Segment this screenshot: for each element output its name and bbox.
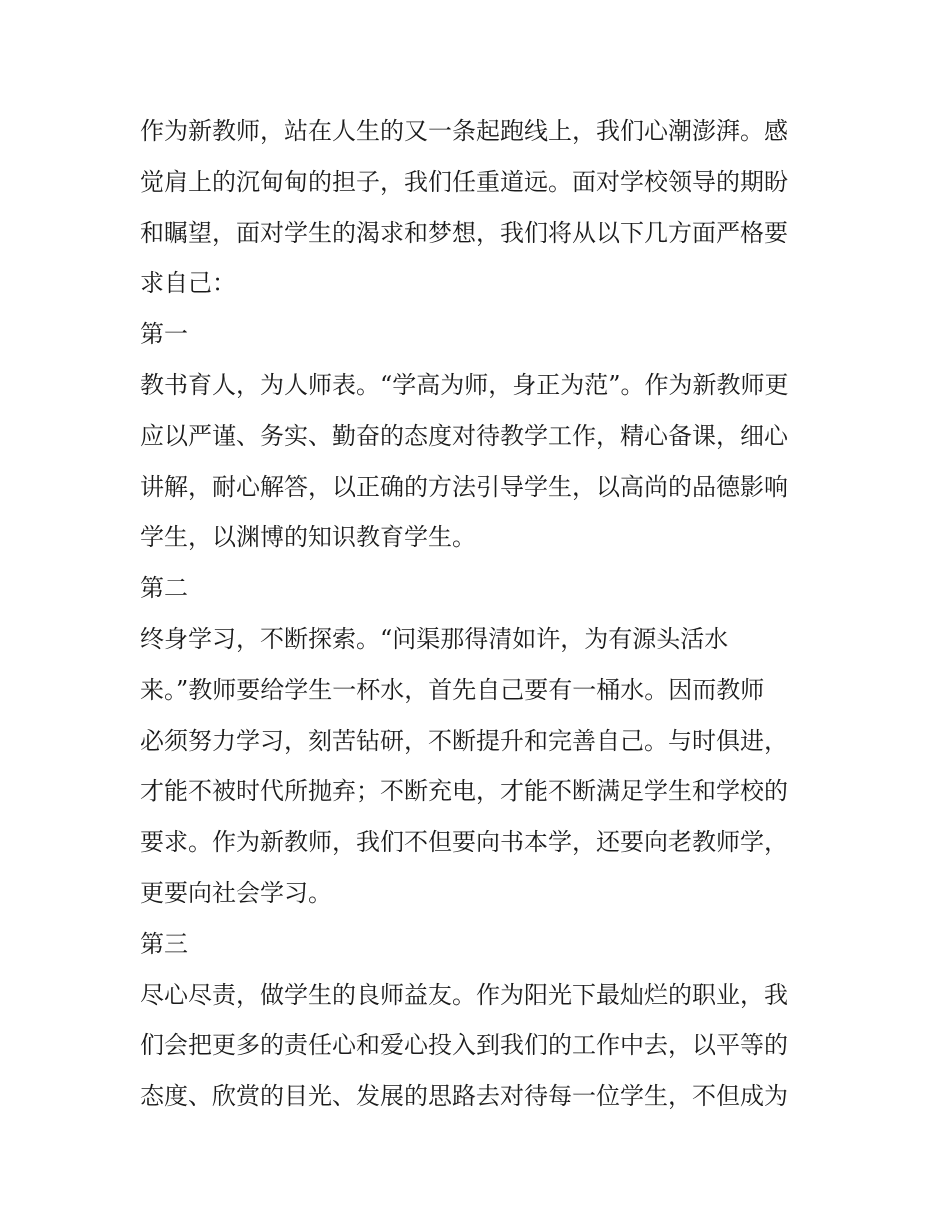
text-line: 应以严谨、务实、勤奋的态度对待教学工作，精心备课，细心 (140, 421, 788, 450)
text-line: 求自己： (140, 269, 236, 298)
text-line: 作为新教师，站在人生的又一条起跑线上，我们心潮澎湃。感 (140, 117, 788, 145)
text-line: 态度、欣赏的目光、发展的思路去对待每一位学生，不但成为 (140, 1082, 788, 1111)
section-heading-2: 第二 (140, 574, 188, 603)
text-line: 觉肩上的沉甸甸的担子，我们任重道远。面对学校领导的期盼 (140, 167, 788, 196)
section-heading-3: 第三 (140, 929, 188, 958)
document-body (140, 106, 830, 1122)
text-line: 必须努力学习，刻苦钻研，不断提升和完善自己。与时俱进， (140, 726, 788, 755)
text-line: 教书育人，为人师表。“学高为师，身正为范”。作为新教师更 (140, 370, 789, 399)
text-line: 学生，以渊博的知识教育学生。 (140, 523, 476, 552)
text-line: 们会把更多的责任心和爱心投入到我们的工作中去，以平等的 (140, 1031, 788, 1060)
text-line: 才能不被时代所抛弃；不断充电，才能不断满足学生和学校的 (140, 777, 788, 806)
text-line: 讲解，耐心解答，以正确的方法引导学生，以高尚的品德影响 (140, 472, 788, 501)
section-heading-1: 第一 (140, 320, 188, 349)
text-line: 要求。作为新教师，我们不但要向书本学，还要向老教师学， (140, 828, 788, 857)
text-line: 更要向社会学习。 (140, 878, 332, 907)
text-line: 和瞩望，面对学生的渴求和梦想，我们将从以下几方面严格要 (140, 218, 788, 247)
text-line: 来。”教师要给学生一杯水，首先自己要有一桶水。因而教师 (140, 675, 765, 704)
text-line: 终身学习，不断探索。“问渠那得清如许，为有源头活水 (140, 624, 729, 653)
text-line: 尽心尽责，做学生的良师益友。作为阳光下最灿烂的职业，我 (140, 980, 788, 1009)
